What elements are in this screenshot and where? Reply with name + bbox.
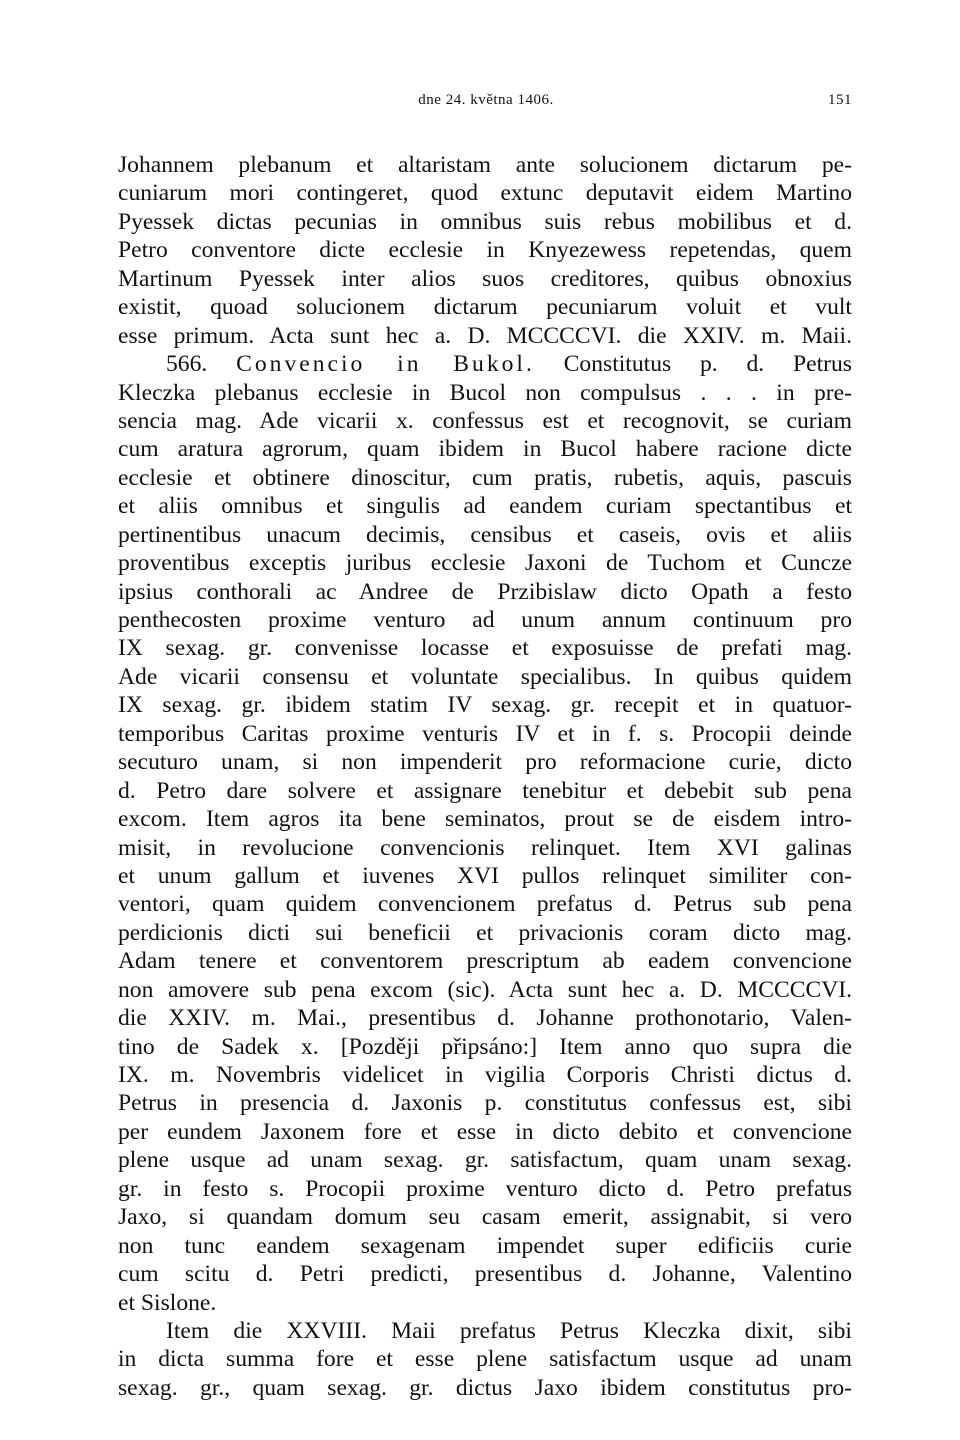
text-line: esse primum. Acta sunt hec a. D. MCCCCVI. die XXIV. m. Maii. bbox=[118, 322, 852, 349]
text-line: et Sislone. bbox=[118, 1289, 217, 1316]
running-head-title: dne 24. května 1406. bbox=[418, 92, 554, 108]
text-line: Ade vicarii consensu et voluntate specialibus. In quibus quidem bbox=[118, 663, 852, 690]
text-line: plene usque ad unam sexag. gr. satisfactum, quam unam sexag. bbox=[118, 1147, 852, 1174]
text-line: tino de Sadek x. [Později připsáno:] Item anno quo supra die bbox=[118, 1033, 852, 1060]
text-line: Martinum Pyessek inter alios suos creditores, quibus obnoxius bbox=[118, 265, 852, 292]
entry-heading: Convencio in Bukol. bbox=[236, 351, 535, 378]
text-line: excom. Item agros ita bene seminatos, prout se de eisdem intro- bbox=[118, 806, 852, 833]
text-line: in dicta summa fore et esse plene satisfactum usque ad unam bbox=[118, 1346, 852, 1373]
text-line: sencia mag. Ade vicarii x. confessus est et recognovit, se curiam bbox=[118, 407, 852, 434]
text-line: Petro conventore dicte ecclesie in Knyezewess repetendas, quem bbox=[118, 237, 852, 264]
text-line: et aliis omnibus et singulis ad eandem curiam spectantibus et bbox=[118, 493, 852, 520]
entry-566 bbox=[118, 350, 852, 1317]
text-line: existit, quoad solucionem dictarum pecuniarum voluit et vult bbox=[118, 294, 852, 321]
running-head bbox=[120, 92, 852, 116]
entry-first-line-text: Constitutus p. d. Petrus bbox=[563, 351, 852, 378]
text-line: perdicionis dicti sui beneficii et privacionis coram dicto mag. bbox=[118, 919, 852, 946]
text-line: non amovere sub pena excom (sic). Acta sunt hec a. D. MCCCCVI. bbox=[118, 976, 852, 1003]
text-line: cuniarum mori contingeret, quod extunc deputavit eidem Martino bbox=[118, 180, 852, 207]
text-line: Jaxo, si quandam domum seu casam emerit, assignabit, si vero bbox=[118, 1204, 852, 1231]
text-line: misit, in revolucione convencionis relinquet. Item XVI galinas bbox=[118, 834, 852, 861]
text-line: IX. m. Novembris videlicet in vigilia Corporis Christi dictus d. bbox=[118, 1062, 852, 1088]
text-line: Adam tenere et conventorem prescriptum ab eadem convencione bbox=[118, 948, 852, 975]
entry-number: 566. bbox=[166, 351, 208, 378]
text-line: sexag. gr., quam sexag. gr. dictus Jaxo ibidem constitutus pro- bbox=[118, 1374, 852, 1401]
text-line: die XXIV. m. Mai., presentibus d. Johanne prothonotario, Valen- bbox=[118, 1005, 852, 1032]
text-line: penthecosten proxime venturo ad unum annum continuum pro bbox=[118, 607, 852, 633]
text-line: ventori, quam quidem convencionem prefatus d. Petrus sub pena bbox=[118, 891, 852, 918]
text-line: pertinentibus unacum decimis, censibus et caseis, ovis et aliis bbox=[118, 521, 852, 548]
text-line: Kleczka plebanus ecclesie in Bucol non compulsus . . . in pre- bbox=[118, 379, 852, 406]
text-line: ecclesie et obtinere dinoscitur, cum pratis, rubetis, aquis, pascuis bbox=[118, 464, 852, 491]
text-line: proventibus exceptis juribus ecclesie Jaxoni de Tuchom et Cuncze bbox=[118, 550, 852, 577]
text-line: gr. in festo s. Procopii proxime venturo dicto d. Petro prefatus bbox=[118, 1175, 852, 1202]
entry-first-line bbox=[118, 350, 852, 378]
text-line: cum scitu d. Petri predicti, presentibus d. Johanne, Valentino bbox=[118, 1261, 852, 1288]
paragraph-item-die bbox=[118, 1317, 852, 1402]
body-text bbox=[118, 151, 852, 1402]
text-line: Johannem plebanum et altaristam ante solucionem dictarum pe- bbox=[118, 152, 852, 178]
text-line: et unum gallum et iuvenes XVI pullos relinquet similiter con- bbox=[118, 862, 852, 889]
text-line: temporibus Caritas proxime venturis IV et in f. s. Procopii deinde bbox=[118, 720, 852, 747]
text-line: cum aratura agrorum, quam ibidem in Bucol habere racione dicte bbox=[118, 436, 852, 463]
text-line: secuturo unam, si non impenderit pro reformacione curie, dicto bbox=[118, 749, 852, 776]
text-line: IX sexag. gr. convenisse locasse et exposuisse de prefati mag. bbox=[118, 635, 852, 662]
text-line: IX sexag. gr. ibidem statim IV sexag. gr. recepit et in quatuor- bbox=[118, 692, 852, 719]
text-line: Item die XXVIII. Maii prefatus Petrus Kleczka dixit, sibi bbox=[166, 1317, 852, 1344]
text-line: per eundem Jaxonem fore et esse in dicto debito et convencione bbox=[118, 1118, 852, 1145]
text-line: non tunc eandem sexagenam impendet super edificiis curie bbox=[118, 1232, 852, 1259]
paragraph-continuation bbox=[118, 151, 852, 350]
text-line: Petrus in presencia d. Jaxonis p. constitutus confessus est, sibi bbox=[118, 1090, 852, 1117]
text-line: Pyessek dictas pecunias in omnibus suis rebus mobilibus et d. bbox=[118, 208, 852, 235]
page-number: 151 bbox=[828, 92, 852, 108]
text-line: ipsius conthorali ac Andree de Przibislaw dicto Opath a festo bbox=[118, 578, 852, 605]
text-line: d. Petro dare solvere et assignare tenebitur et debebit sub pena bbox=[118, 777, 852, 804]
